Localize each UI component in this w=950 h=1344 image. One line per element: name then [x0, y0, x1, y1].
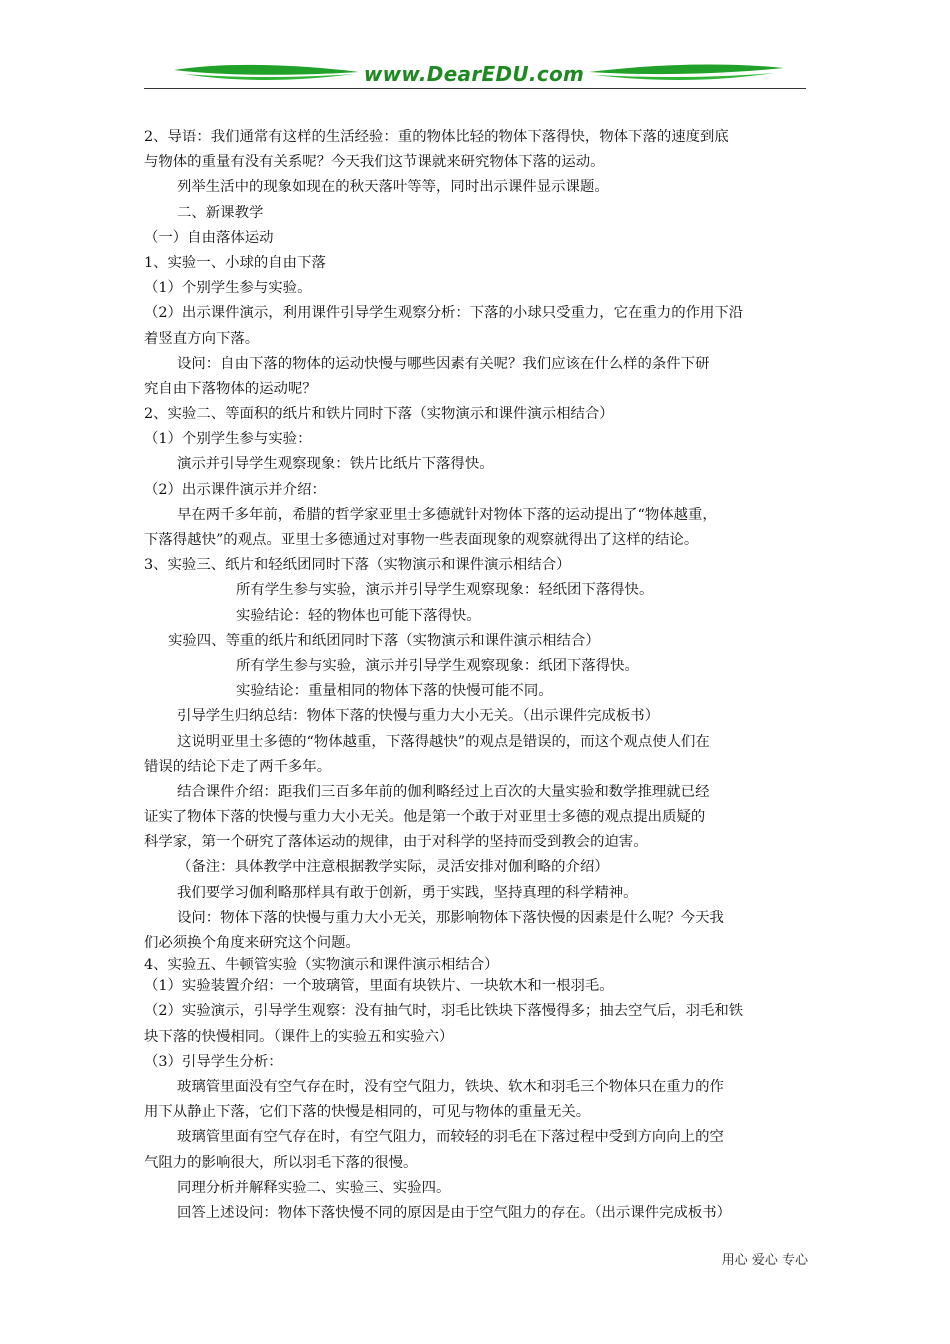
paragraph-line: 实验结论：重量相同的物体下落的快慢可能不同。 — [236, 683, 553, 700]
paragraph-line: 2、导语：我们通常有这样的生活经验：重的物体比轻的物体下落得快，物体下落的速度到底 — [144, 129, 729, 145]
paragraph-line: 我们要学习伽利略那样具有敢于创新，勇于实践，坚持真理的科学精神。 — [177, 884, 638, 901]
paragraph-line: 实验结论：轻的物体也可能下落得快。 — [236, 607, 481, 624]
paragraph-line: 着竖直方向下落。 — [144, 330, 260, 347]
paragraph-line: 证实了物体下落的快慢与重力大小无关。他是第一个敢于对亚里士多德的观点提出质疑的 — [144, 809, 706, 826]
paragraph-line: 究自由下落物体的运动呢？ — [144, 380, 317, 397]
paragraph-line: 气阻力的影响很大，所以羽毛下落的很慢。 — [144, 1154, 418, 1171]
paragraph-line: （1）个别学生参与实验。 — [144, 280, 312, 297]
paragraph-line: 演示并引导学生观察现象：铁片比纸片下落得快。 — [177, 456, 494, 473]
paragraph-line: （3）引导学生分析： — [144, 1053, 283, 1070]
experiment-heading: 1、实验一、小球的自由下落 — [144, 254, 326, 271]
header-divider — [144, 88, 806, 89]
site-brand-text: www.DearEDU.com — [363, 62, 585, 86]
section-heading: 二、新课教学 — [177, 204, 264, 221]
paragraph-line: 科学家，第一个研究了落体运动的规律，由于对科学的坚持而受到教会的迫害。 — [144, 834, 648, 851]
paragraph-line: 结合课件介绍：距我们三百多年前的伽利略经过上百次的大量实验和数学推理就已经 — [177, 783, 710, 800]
paragraph-line: 与物体的重量有没有关系呢？今天我们这节课就来研究物体下落的运动。 — [144, 154, 605, 171]
paragraph-line: 错误的结论下走了两千多年。 — [144, 758, 332, 775]
paragraph-line: 同理分析并解释实验二、实验三、实验四。 — [177, 1179, 451, 1196]
paragraph-line: 早在两千多年前，希腊的哲学家亚里士多德就针对物体下落的运动提出了“物体越重， — [177, 506, 717, 523]
paragraph-line: （2）出示课件演示并介绍： — [144, 481, 326, 498]
document-body — [144, 125, 808, 1226]
paragraph-line: 玻璃管里面没有空气存在时，没有空气阻力，铁块、软木和羽毛三个物体只在重力的作 — [177, 1078, 724, 1095]
paragraph-line: 设问：物体下落的快慢与重力大小无关，那影响物体下落快慢的因素是什么呢？今天我 — [177, 909, 724, 926]
paragraph-line: （1）个别学生参与实验： — [144, 431, 312, 448]
paragraph-line: 所有学生参与实验，演示并引导学生观察现象：轻纸团下落得快。 — [236, 582, 654, 599]
experiment-heading: 4、实验五、牛顿管实验（实物演示和课件演示相结合） — [144, 957, 499, 974]
paragraph-line: 们必须换个角度来研究这个问题。 — [144, 935, 360, 951]
experiment-heading: 2、实验二、等面积的纸片和铁片同时下落（实物演示和课件演示相结合） — [144, 406, 614, 423]
paragraph-line: 块下落的快慢相同。（课件上的实验五和实验六） — [144, 1028, 454, 1045]
paragraph-line: 下落得越快”的观点。亚里士多德通过对事物一些表面现象的观察就得出了这样的结论。 — [144, 532, 699, 548]
paragraph-line: 列举生活中的现象如现在的秋天落叶等等，同时出示课件显示课题。 — [177, 179, 609, 196]
paragraph-line: 设问：自由下落的物体的运动快慢与哪些因素有关呢？我们应该在什么样的条件下研 — [177, 355, 710, 372]
page-footer: 用心 爱心 专心 — [721, 1253, 808, 1268]
subsection-heading: （一）自由落体运动 — [144, 229, 274, 246]
paragraph-line: 用下从静止下落，它们下落的快慢是相同的，可见与物体的重量无关。 — [144, 1104, 591, 1121]
paragraph-line: （备注：具体教学中注意根据教学实际，灵活安排对伽利略的介绍） — [177, 859, 609, 876]
paragraph-line: 引导学生归纳总结：物体下落的快慢与重力大小无关。（出示课件完成板书） — [177, 708, 660, 725]
paragraph-line: （2）出示课件演示，利用课件引导学生观察分析：下落的小球只受重力，它在重力的作用下沿 — [144, 305, 744, 322]
experiment-heading: 3、实验三、纸片和轻纸团同时下落（实物演示和课件演示相结合） — [144, 557, 571, 574]
paragraph-line: 玻璃管里面有空气存在时，有空气阻力，而较轻的羽毛在下落过程中受到方向向上的空 — [177, 1129, 724, 1146]
paragraph-line: （1）实验装置介绍：一个玻璃管，里面有块铁片、一块软木和一根羽毛。 — [144, 978, 614, 995]
experiment-heading: 实验四、等重的纸片和纸团同时下落（实物演示和课件演示相结合） — [168, 632, 600, 649]
paragraph-line: 这说明亚里士多德的“物体越重，下落得越快”的观点是错误的，而这个观点使人们在 — [177, 733, 710, 750]
paragraph-line: （2）实验演示，引导学生观察：没有抽气时，羽毛比铁块下落慢得多；抽去空气后，羽毛和铁 — [144, 1003, 744, 1020]
paragraph-line: 回答上述设问：物体下落快慢不同的原因是由于空气阻力的存在。（出示课件完成板书） — [177, 1204, 732, 1221]
site-header-banner — [144, 58, 806, 92]
paragraph-line: 所有学生参与实验，演示并引导学生观察现象：纸团下落得快。 — [236, 657, 639, 674]
